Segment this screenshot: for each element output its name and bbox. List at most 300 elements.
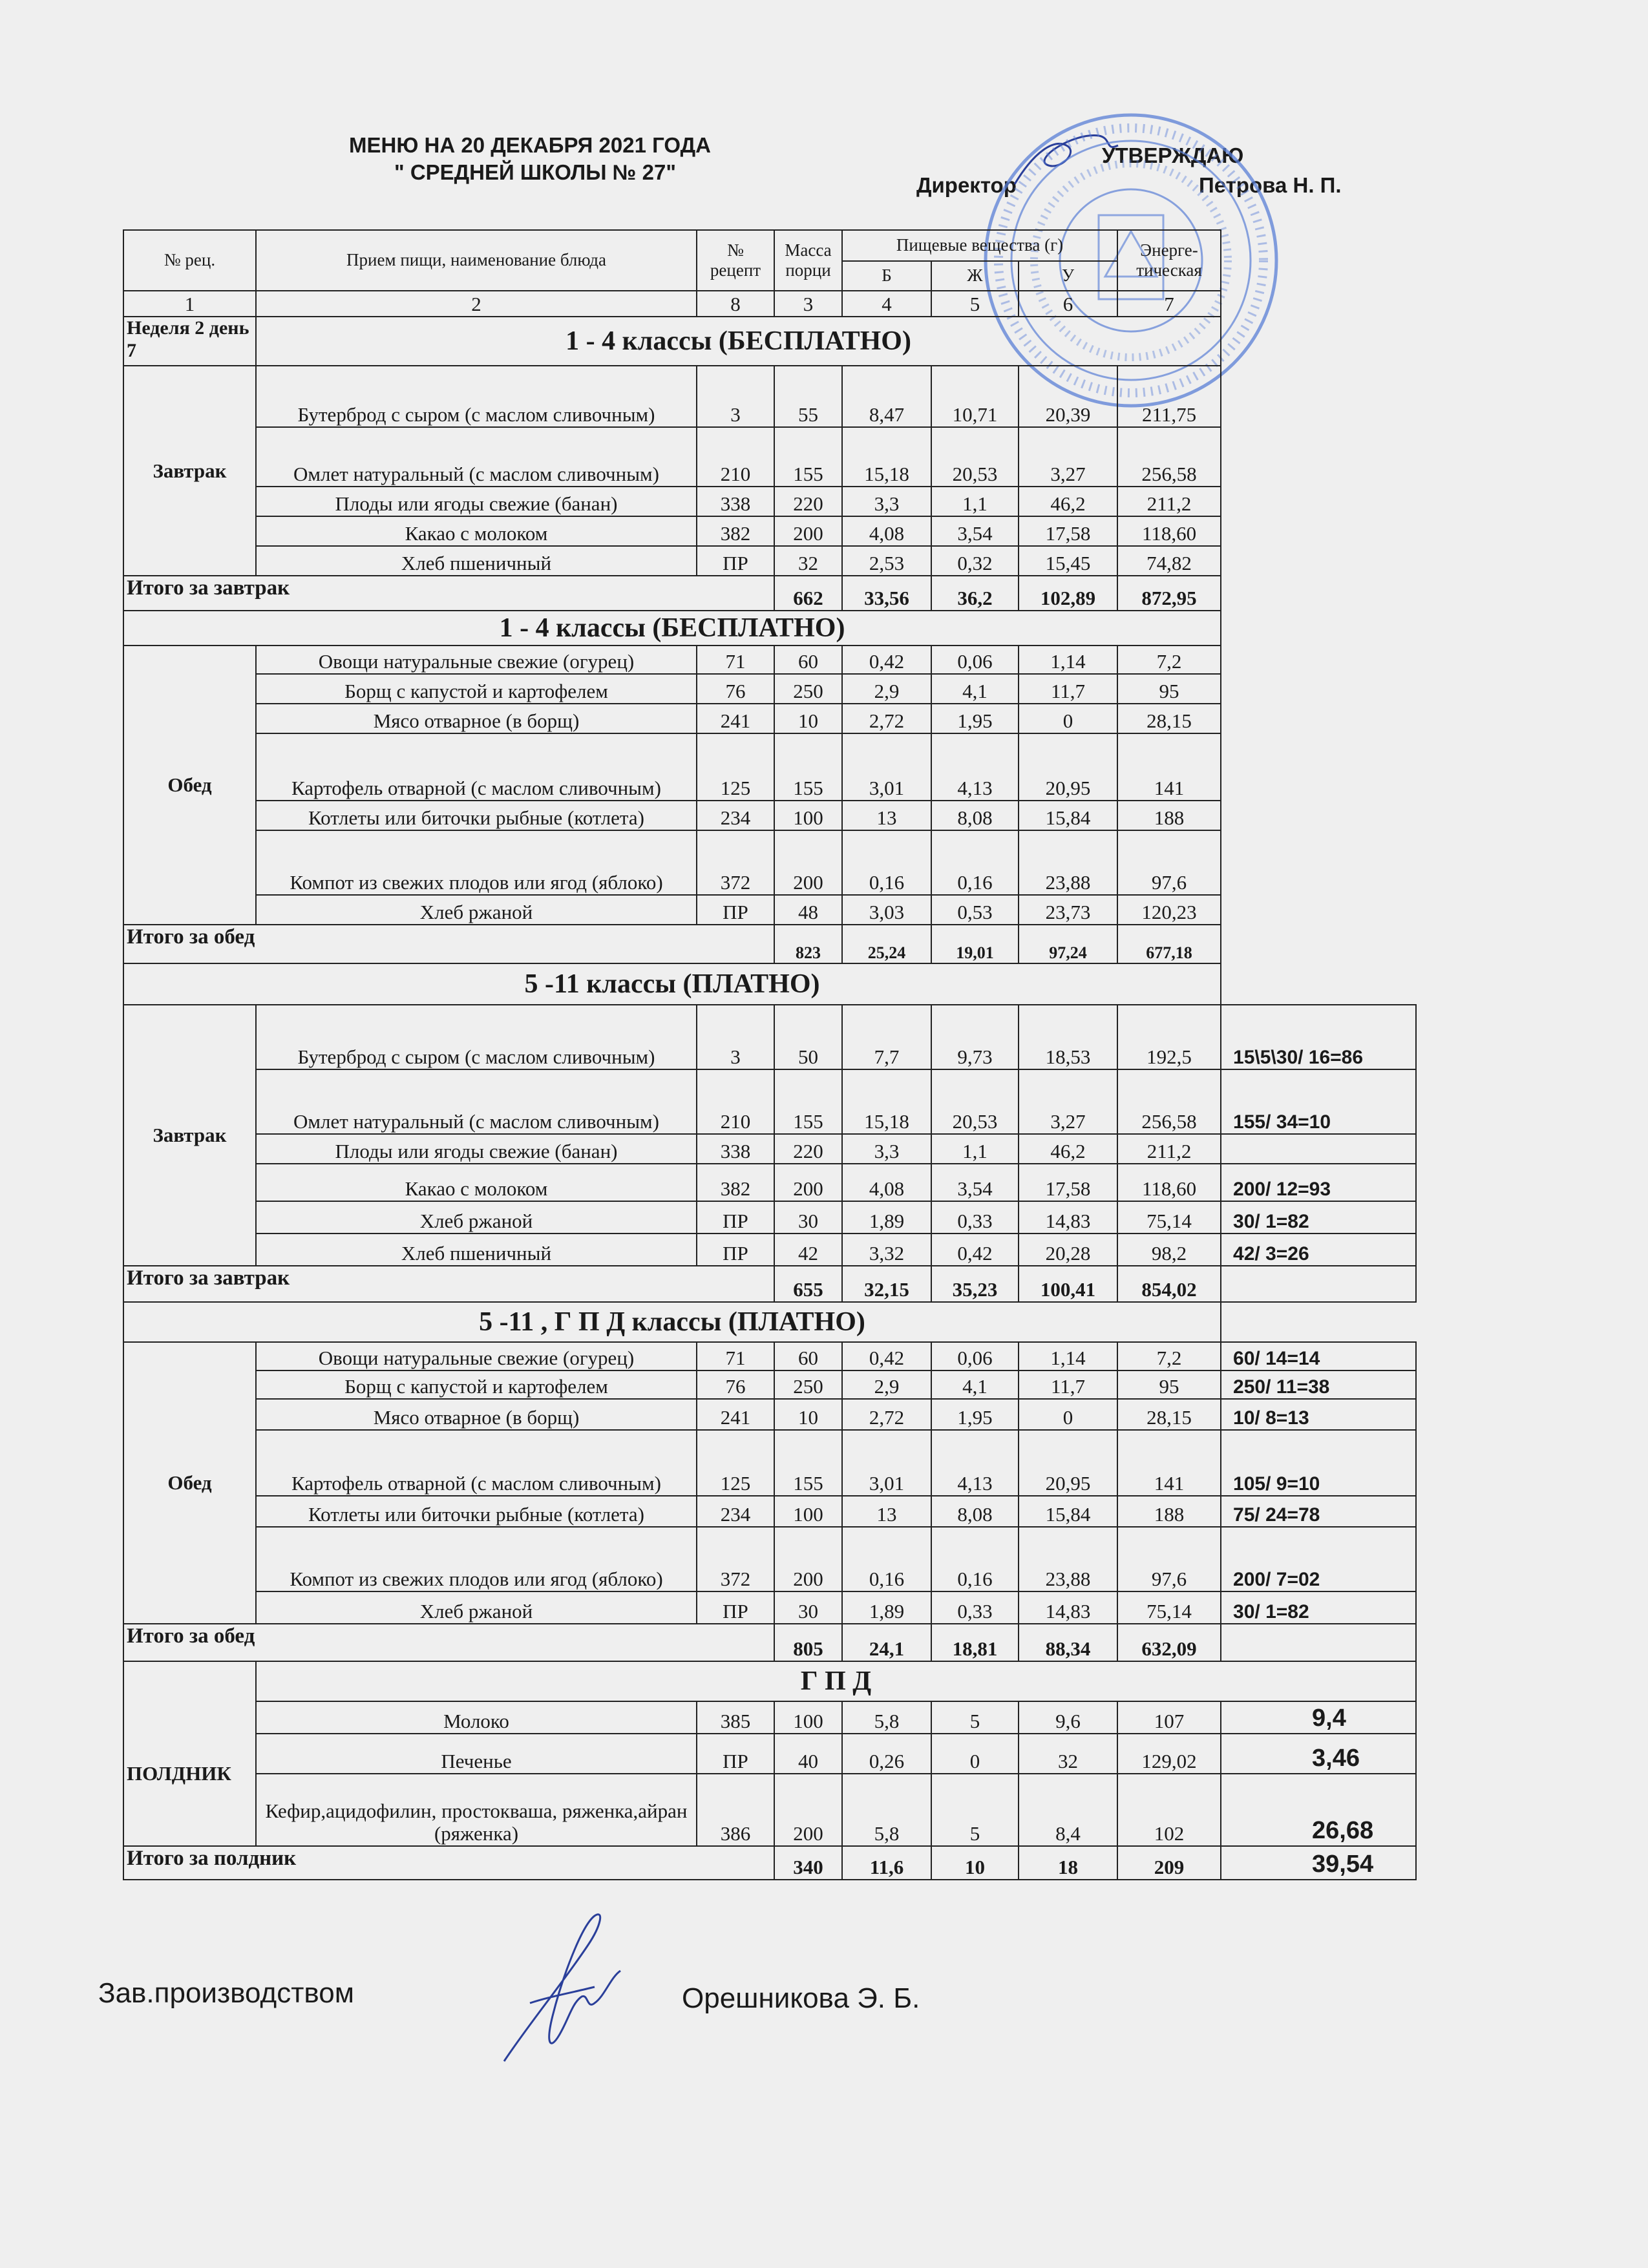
total-mass: 655 [774, 1266, 842, 1302]
energy: 211,75 [1117, 366, 1221, 427]
carbs: 1,14 [1019, 646, 1117, 674]
dish-name: Овощи натуральные свежие (огурец) [256, 646, 697, 674]
mass: 48 [774, 895, 842, 925]
dish-name: Печенье [256, 1734, 697, 1774]
handwritten-note: 60/ 14=14 [1221, 1342, 1416, 1370]
fat: 0,32 [931, 546, 1019, 576]
total-fat: 18,81 [931, 1624, 1019, 1661]
fat: 20,53 [931, 1069, 1019, 1134]
carbs: 18,53 [1019, 1005, 1117, 1069]
protein: 0,26 [842, 1734, 931, 1774]
total-energy: 209 [1117, 1846, 1221, 1880]
table-row [123, 1496, 1416, 1527]
fat: 4,1 [931, 1370, 1019, 1399]
col-dish: Прием пищи, наименование блюда [256, 230, 697, 291]
table-row [123, 1069, 1416, 1134]
director-name: Петрова Н. П. [1199, 173, 1342, 197]
mass: 10 [774, 1399, 842, 1430]
approve-label: УТВЕРЖДАЮ [1102, 143, 1244, 167]
carbs: 9,6 [1019, 1701, 1117, 1734]
total-label: Итого за обед [123, 1624, 774, 1661]
protein: 13 [842, 1496, 931, 1527]
energy: 95 [1117, 1370, 1221, 1399]
recipe-num: ПР [697, 546, 774, 576]
handwritten-note: 30/ 1=82 [1221, 1591, 1416, 1624]
protein: 2,72 [842, 704, 931, 733]
recipe-num: 125 [697, 733, 774, 801]
protein: 2,9 [842, 1370, 931, 1399]
table-row [123, 1370, 1416, 1399]
protein: 0,42 [842, 646, 931, 674]
protein: 0,42 [842, 1342, 931, 1370]
total-label: Итого за завтрак [123, 1266, 774, 1302]
table-row [123, 1430, 1416, 1496]
total-row [123, 925, 1416, 963]
handwritten-note: 9,4 [1221, 1701, 1416, 1734]
protein: 3,01 [842, 1430, 931, 1496]
total-mass: 823 [774, 925, 842, 963]
fat: 0 [931, 1734, 1019, 1774]
protein: 2,53 [842, 546, 931, 576]
mass: 100 [774, 1496, 842, 1527]
total-energy: 632,09 [1117, 1624, 1221, 1661]
table-row [123, 1774, 1416, 1846]
school-name: " СРЕДНЕЙ ШКОЛЫ № 27" [394, 160, 676, 184]
dish-name: Хлеб ржаной [256, 1591, 697, 1624]
section-title: 5 -11 классы (ПЛАТНО) [123, 963, 1221, 1005]
header-row [123, 230, 1416, 261]
mass: 42 [774, 1234, 842, 1266]
protein: 2,72 [842, 1399, 931, 1430]
fat: 3,54 [931, 516, 1019, 546]
total-label: Итого за обед [123, 925, 774, 963]
total-protein: 32,15 [842, 1266, 931, 1302]
recipe-num: 3 [697, 366, 774, 427]
mass: 10 [774, 704, 842, 733]
fat: 0,42 [931, 1234, 1019, 1266]
carbs: 8,4 [1019, 1774, 1117, 1846]
col-u: У [1019, 261, 1117, 291]
carbs: 14,83 [1019, 1591, 1117, 1624]
carbs: 15,45 [1019, 546, 1117, 576]
mass: 220 [774, 1134, 842, 1164]
energy: 256,58 [1117, 427, 1221, 487]
dish-name: Хлеб ржаной [256, 1201, 697, 1234]
fat: 0,16 [931, 1527, 1019, 1591]
recipe-num: 234 [697, 801, 774, 830]
energy: 141 [1117, 733, 1221, 801]
recipe-num: 386 [697, 1774, 774, 1846]
protein: 0,16 [842, 830, 931, 895]
mass: 250 [774, 1370, 842, 1399]
recipe-num: ПР [697, 1591, 774, 1624]
table-row [123, 830, 1416, 895]
section-title: Г П Д [256, 1661, 1416, 1701]
manager-signature [491, 1906, 640, 2068]
handwritten-note: 200/ 7=02 [1221, 1527, 1416, 1591]
handwritten-note: 200/ 12=93 [1221, 1164, 1416, 1201]
handwritten-note: 105/ 9=10 [1221, 1430, 1416, 1496]
table-row [123, 1591, 1416, 1624]
mass: 200 [774, 516, 842, 546]
fat: 10,71 [931, 366, 1019, 427]
recipe-num: ПР [697, 1234, 774, 1266]
col-nutrients: Пищевые вещества (г) [842, 230, 1117, 261]
table-row [123, 1342, 1416, 1370]
energy: 7,2 [1117, 1342, 1221, 1370]
handwritten-note: 250/ 11=38 [1221, 1370, 1416, 1399]
energy: 188 [1117, 1496, 1221, 1527]
recipe-num: 71 [697, 646, 774, 674]
fat: 0,33 [931, 1591, 1019, 1624]
carbs: 17,58 [1019, 516, 1117, 546]
handwritten-note: 30/ 1=82 [1221, 1201, 1416, 1234]
fat: 0,16 [931, 830, 1019, 895]
fat: 8,08 [931, 801, 1019, 830]
menu-title: МЕНЮ НА 20 ДЕКАБРЯ 2021 ГОДА [349, 133, 711, 157]
dish-name: Компот из свежих плодов или ягод (яблоко) [256, 1527, 697, 1591]
carbs: 1,14 [1019, 1342, 1117, 1370]
dish-name: Бутерброд с сыром (с маслом сливочным) [256, 1005, 697, 1069]
energy: 211,2 [1117, 1134, 1221, 1164]
recipe-num: 338 [697, 487, 774, 516]
dish-name: Картофель отварной (с маслом сливочным) [256, 1430, 697, 1496]
dish-name: Бутерброд с сыром (с маслом сливочным) [256, 366, 697, 427]
recipe-num: 338 [697, 1134, 774, 1164]
energy: 98,2 [1117, 1234, 1221, 1266]
carbs: 0 [1019, 1399, 1117, 1430]
fat: 20,53 [931, 427, 1019, 487]
total-carbs: 88,34 [1019, 1624, 1117, 1661]
energy: 74,82 [1117, 546, 1221, 576]
fat: 1,95 [931, 704, 1019, 733]
mass: 30 [774, 1591, 842, 1624]
index-row [123, 291, 1416, 317]
col-num-rec: № рец. [123, 230, 256, 291]
section-title: 5 -11 , Г П Д классы (ПЛАТНО) [123, 1302, 1221, 1342]
dish-name: Компот из свежих плодов или ягод (яблоко) [256, 830, 697, 895]
protein: 5,8 [842, 1774, 931, 1846]
total-label: Итого за полдник [123, 1846, 774, 1880]
carbs: 17,58 [1019, 1164, 1117, 1201]
meal-label: Завтрак [123, 366, 256, 576]
protein: 4,08 [842, 1164, 931, 1201]
carbs: 0 [1019, 704, 1117, 733]
col-zh: Ж [931, 261, 1019, 291]
energy: 28,15 [1117, 1399, 1221, 1430]
mass: 155 [774, 733, 842, 801]
fat: 9,73 [931, 1005, 1019, 1069]
idx-cell: 6 [1019, 291, 1117, 317]
total-mass: 340 [774, 1846, 842, 1880]
fat: 0,53 [931, 895, 1019, 925]
fat: 1,95 [931, 1399, 1019, 1430]
table-row [123, 1234, 1416, 1266]
recipe-num: 76 [697, 1370, 774, 1399]
table-row [123, 1399, 1416, 1430]
mass: 155 [774, 1430, 842, 1496]
total-row [123, 1846, 1416, 1880]
total-fat: 36,2 [931, 576, 1019, 611]
protein: 3,03 [842, 895, 931, 925]
idx-cell: 1 [123, 291, 256, 317]
table-row [123, 801, 1416, 830]
fat: 5 [931, 1701, 1019, 1734]
carbs: 15,84 [1019, 1496, 1117, 1527]
total-energy: 872,95 [1117, 576, 1221, 611]
mass: 60 [774, 646, 842, 674]
carbs: 14,83 [1019, 1201, 1117, 1234]
fat: 8,08 [931, 1496, 1019, 1527]
dish-name: Котлеты или биточки рыбные (котлета) [256, 801, 697, 830]
table-row [123, 487, 1416, 516]
energy: 75,14 [1117, 1591, 1221, 1624]
energy: 129,02 [1117, 1734, 1221, 1774]
table-row [123, 1201, 1416, 1234]
total-carbs: 102,89 [1019, 576, 1117, 611]
table-row [123, 895, 1416, 925]
carbs: 3,27 [1019, 1069, 1117, 1134]
mass: 100 [774, 801, 842, 830]
energy: 95 [1117, 674, 1221, 704]
handwritten-note: 3,46 [1221, 1734, 1416, 1774]
energy: 75,14 [1117, 1201, 1221, 1234]
director-label: Директор [916, 173, 1017, 197]
energy: 211,2 [1117, 487, 1221, 516]
recipe-num: 241 [697, 704, 774, 733]
table-row [123, 546, 1416, 576]
energy: 102 [1117, 1774, 1221, 1846]
total-carbs: 100,41 [1019, 1266, 1117, 1302]
table-row [123, 1005, 1416, 1069]
idx-cell: 5 [931, 291, 1019, 317]
meal-label: Завтрак [123, 1005, 256, 1266]
protein: 7,7 [842, 1005, 931, 1069]
total-label: Итого за завтрак [123, 576, 774, 611]
carbs: 20,95 [1019, 733, 1117, 801]
dish-name: Молоко [256, 1701, 697, 1734]
energy: 256,58 [1117, 1069, 1221, 1134]
protein: 4,08 [842, 516, 931, 546]
meal-label: ПОЛДНИК [123, 1701, 256, 1846]
meal-label: Обед [123, 646, 256, 925]
protein: 13 [842, 801, 931, 830]
mass: 200 [774, 1164, 842, 1201]
carbs: 11,7 [1019, 674, 1117, 704]
mass: 100 [774, 1701, 842, 1734]
dish-name: Котлеты или биточки рыбные (котлета) [256, 1496, 697, 1527]
section-title: 1 - 4 классы (БЕСПЛАТНО) [123, 611, 1221, 646]
section-row [123, 611, 1416, 646]
recipe-num: ПР [697, 1201, 774, 1234]
protein: 5,8 [842, 1701, 931, 1734]
fat: 1,1 [931, 1134, 1019, 1164]
carbs: 46,2 [1019, 1134, 1117, 1164]
handwritten-note: 75/ 24=78 [1221, 1496, 1416, 1527]
carbs: 23,88 [1019, 1527, 1117, 1591]
energy: 192,5 [1117, 1005, 1221, 1069]
dish-name: Мясо отварное (в борщ) [256, 704, 697, 733]
energy: 28,15 [1117, 704, 1221, 733]
total-fat: 19,01 [931, 925, 1019, 963]
protein: 3,3 [842, 487, 931, 516]
mass: 60 [774, 1342, 842, 1370]
energy: 118,60 [1117, 1164, 1221, 1201]
carbs: 46,2 [1019, 487, 1117, 516]
fat: 0,06 [931, 646, 1019, 674]
handwritten-note: 15\5\30/ 16=86 [1221, 1005, 1416, 1069]
total-carbs: 18 [1019, 1846, 1117, 1880]
recipe-num: 382 [697, 516, 774, 546]
dish-name: Мясо отварное (в борщ) [256, 1399, 697, 1430]
total-energy: 854,02 [1117, 1266, 1221, 1302]
protein: 3,01 [842, 733, 931, 801]
protein: 3,32 [842, 1234, 931, 1266]
table-row [123, 674, 1416, 704]
total-row [123, 576, 1416, 611]
carbs: 23,73 [1019, 895, 1117, 925]
col-energy: Энерге-тическая [1117, 230, 1221, 291]
protein: 1,89 [842, 1591, 931, 1624]
dish-name: Хлеб пшеничный [256, 1234, 697, 1266]
col-b: Б [842, 261, 931, 291]
handwritten-note: 10/ 8=13 [1221, 1399, 1416, 1430]
idx-cell: 8 [697, 291, 774, 317]
production-manager-label: Зав.производством [98, 1977, 354, 2009]
carbs: 32 [1019, 1734, 1117, 1774]
table-row [123, 646, 1416, 674]
section-title: 1 - 4 классы (БЕСПЛАТНО) [256, 317, 1221, 366]
dish-name: Борщ с капустой и картофелем [256, 674, 697, 704]
dish-name: Омлет натуральный (с маслом сливочным) [256, 427, 697, 487]
table-row [123, 1701, 1416, 1734]
mass: 30 [774, 1201, 842, 1234]
handwritten-note: 26,68 [1221, 1774, 1416, 1846]
table-row [123, 366, 1416, 427]
recipe-num: 382 [697, 1164, 774, 1201]
mass: 250 [774, 674, 842, 704]
total-protein: 24,1 [842, 1624, 931, 1661]
total-fat: 35,23 [931, 1266, 1019, 1302]
carbs: 11,7 [1019, 1370, 1117, 1399]
dish-name: Хлеб ржаной [256, 895, 697, 925]
col-mass: Масса порци [774, 230, 842, 291]
dish-name: Плоды или ягоды свежие (банан) [256, 487, 697, 516]
recipe-num: 241 [697, 1399, 774, 1430]
fat: 1,1 [931, 487, 1019, 516]
recipe-num: 372 [697, 1527, 774, 1591]
handwritten-note: 155/ 34=10 [1221, 1069, 1416, 1134]
protein: 15,18 [842, 427, 931, 487]
fat: 4,13 [931, 1430, 1019, 1496]
recipe-num: 385 [697, 1701, 774, 1734]
carbs: 23,88 [1019, 830, 1117, 895]
section-row [123, 1302, 1416, 1342]
section-row [123, 963, 1416, 1005]
recipe-num: 372 [697, 830, 774, 895]
dish-name: Какао с молоком [256, 516, 697, 546]
recipe-num: 125 [697, 1430, 774, 1496]
total-row [123, 1624, 1416, 1661]
handwritten-note: 42/ 3=26 [1221, 1234, 1416, 1266]
table-row [123, 704, 1416, 733]
energy: 118,60 [1117, 516, 1221, 546]
protein: 8,47 [842, 366, 931, 427]
carbs: 20,28 [1019, 1234, 1117, 1266]
total-fat: 10 [931, 1846, 1019, 1880]
dish-name: Борщ с капустой и картофелем [256, 1370, 697, 1399]
table-row [123, 1164, 1416, 1201]
recipe-num: 71 [697, 1342, 774, 1370]
protein: 3,3 [842, 1134, 931, 1164]
recipe-num: 3 [697, 1005, 774, 1069]
energy: 97,6 [1117, 830, 1221, 895]
protein: 1,89 [842, 1201, 931, 1234]
total-energy: 677,18 [1117, 925, 1221, 963]
energy: 120,23 [1117, 895, 1221, 925]
mass: 155 [774, 427, 842, 487]
total-row [123, 1266, 1416, 1302]
total-protein: 25,24 [842, 925, 931, 963]
dish-name: Плоды или ягоды свежие (банан) [256, 1134, 697, 1164]
dish-name: Овощи натуральные свежие (огурец) [256, 1342, 697, 1370]
mass: 40 [774, 1734, 842, 1774]
idx-cell: 2 [256, 291, 697, 317]
protein: 0,16 [842, 1527, 931, 1591]
dish-name: Омлет натуральный (с маслом сливочным) [256, 1069, 697, 1134]
menu-table [123, 229, 1417, 1880]
recipe-num: 76 [697, 674, 774, 704]
energy: 188 [1117, 801, 1221, 830]
dish-name: Хлеб пшеничный [256, 546, 697, 576]
carbs: 20,39 [1019, 366, 1117, 427]
mass: 32 [774, 546, 842, 576]
week-day: Неделя 2 день 7 [123, 317, 256, 366]
table-row [123, 427, 1416, 487]
table-row [123, 1134, 1416, 1164]
carbs: 15,84 [1019, 801, 1117, 830]
table-row [123, 516, 1416, 546]
mass: 155 [774, 1069, 842, 1134]
dish-name: Картофель отварной (с маслом сливочным) [256, 733, 697, 801]
recipe-num: 210 [697, 427, 774, 487]
recipe-num: ПР [697, 1734, 774, 1774]
mass: 50 [774, 1005, 842, 1069]
energy: 141 [1117, 1430, 1221, 1496]
idx-cell: 7 [1117, 291, 1221, 317]
energy: 107 [1117, 1701, 1221, 1734]
fat: 3,54 [931, 1164, 1019, 1201]
protein: 2,9 [842, 674, 931, 704]
energy: 97,6 [1117, 1527, 1221, 1591]
protein: 15,18 [842, 1069, 931, 1134]
handwritten-note [1221, 1134, 1416, 1164]
fat: 4,1 [931, 674, 1019, 704]
total-protein: 33,56 [842, 576, 931, 611]
production-manager-name: Орешникова Э. Б. [682, 1982, 920, 2014]
total-note: 39,54 [1221, 1846, 1416, 1880]
mass: 220 [774, 487, 842, 516]
fat: 5 [931, 1774, 1019, 1846]
total-carbs: 97,24 [1019, 925, 1117, 963]
fat: 4,13 [931, 733, 1019, 801]
section-row [123, 317, 1416, 366]
total-mass: 805 [774, 1624, 842, 1661]
energy: 7,2 [1117, 646, 1221, 674]
table-row [123, 1734, 1416, 1774]
recipe-num: ПР [697, 895, 774, 925]
idx-cell: 3 [774, 291, 842, 317]
